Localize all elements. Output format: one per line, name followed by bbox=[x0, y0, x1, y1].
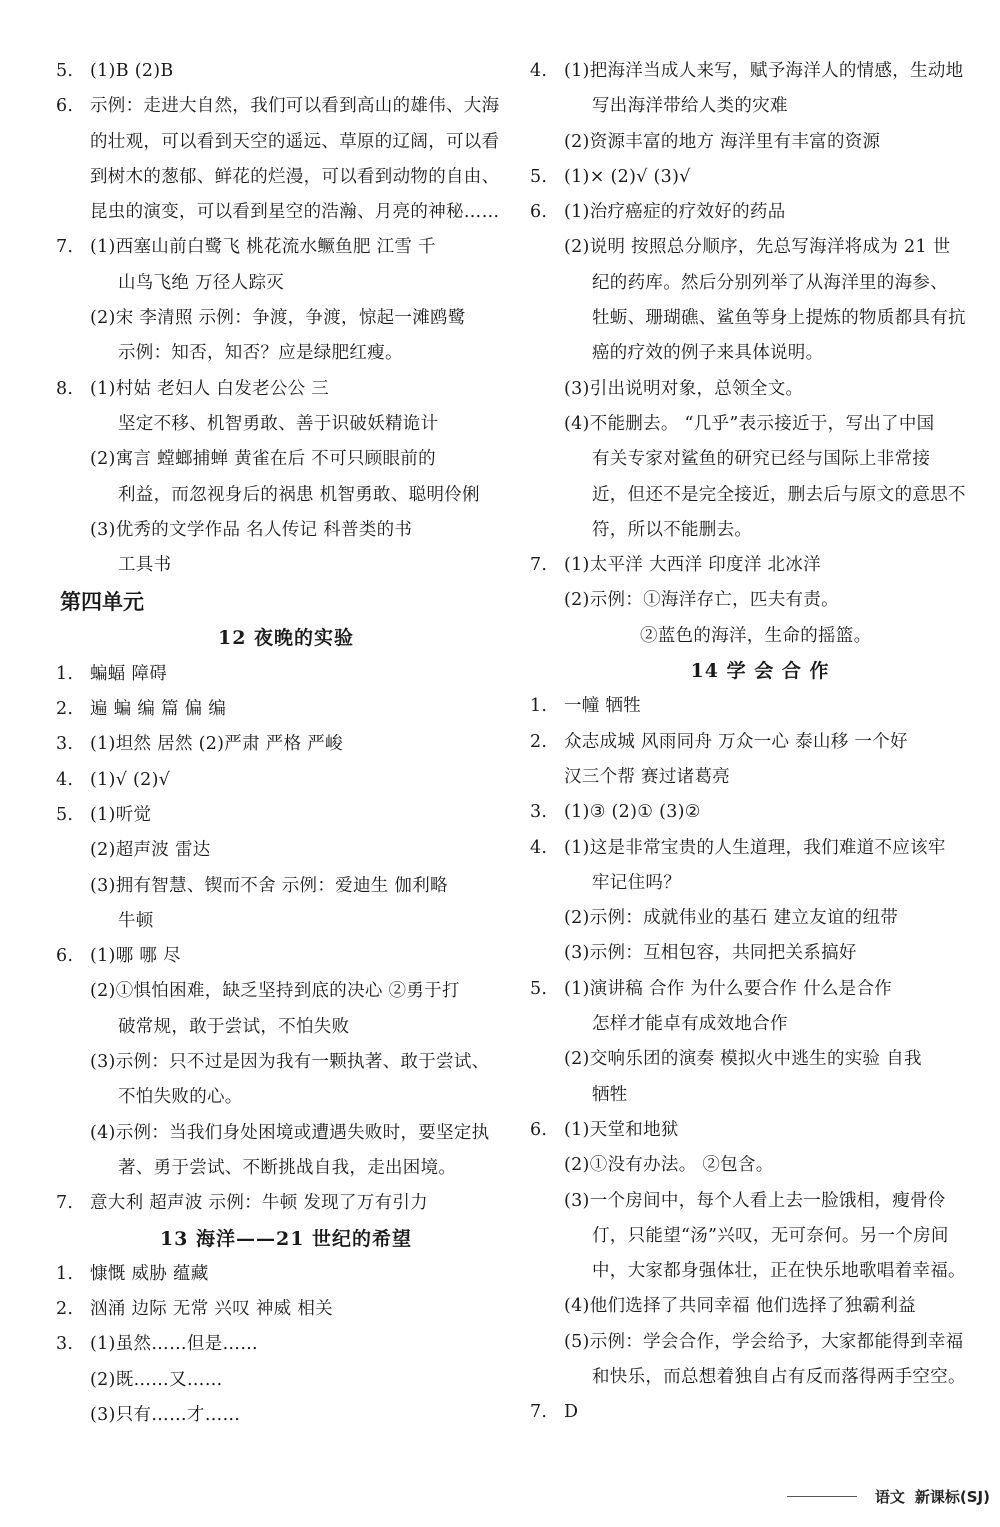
lesson-heading: 13 海洋——21 世纪的希望 bbox=[159, 1227, 413, 1250]
answer-text: (3)引出说明对象，总领全文。 bbox=[564, 378, 804, 399]
question-number: 7. bbox=[530, 555, 548, 576]
answer-text: 坚定不移、机智勇敢、善于识破妖精诡计 bbox=[118, 413, 439, 434]
answer-line bbox=[530, 901, 990, 936]
answer-line bbox=[56, 974, 516, 1009]
answer-line bbox=[56, 657, 516, 692]
question-number: 1. bbox=[530, 696, 548, 717]
question-number: 2. bbox=[56, 1299, 74, 1320]
answer-line bbox=[530, 1254, 990, 1289]
answer-text: 昆虫的演变，可以看到星空的浩瀚、月亮的神秘…… bbox=[90, 202, 500, 223]
answer-text: (2)资源丰富的地方 海洋里有丰富的资源 bbox=[564, 131, 881, 152]
answer-line bbox=[56, 1080, 516, 1115]
answer-line bbox=[530, 1113, 990, 1148]
answer-line bbox=[530, 725, 990, 760]
answer-text: (4)示例：当我们身处困境或遭遇失败时，要坚定执 bbox=[90, 1122, 490, 1143]
answer-text: 一幢 牺牲 bbox=[564, 696, 642, 717]
answer-line bbox=[530, 478, 990, 513]
answer-text: 慷慨 威胁 蕴藏 bbox=[90, 1263, 209, 1284]
answer-text: 不怕失败的心。 bbox=[118, 1087, 243, 1108]
question-number: 1. bbox=[56, 1263, 74, 1284]
answer-line bbox=[56, 1010, 516, 1045]
answer-line bbox=[56, 1398, 516, 1433]
question-number: 5. bbox=[56, 804, 74, 825]
answer-line bbox=[530, 583, 990, 618]
answer-line bbox=[56, 904, 516, 939]
answer-text: (4)不能删去。 “几乎”表示接近于，写出了中国 bbox=[564, 413, 935, 434]
answer-line bbox=[56, 513, 516, 548]
question-number: 1. bbox=[56, 663, 74, 684]
question-number: 6. bbox=[56, 96, 74, 117]
answer-line bbox=[530, 1184, 990, 1219]
answer-text: (1)西塞山前白鹭飞 桃花流水鳜鱼肥 江雪 千 bbox=[90, 237, 436, 258]
answer-line bbox=[530, 760, 990, 795]
answer-line bbox=[530, 266, 990, 301]
answer-text: (1)√ (2)√ bbox=[90, 769, 171, 790]
answer-text: 利益，而忽视身后的祸患 机智勇敢、聪明伶俐 bbox=[118, 484, 480, 505]
answer-text: 牛顿 bbox=[118, 910, 154, 931]
answer-line bbox=[56, 89, 516, 124]
answer-line bbox=[530, 125, 990, 160]
answer-line bbox=[56, 869, 516, 904]
answer-line bbox=[56, 336, 516, 371]
answer-text: (1)哪 哪 尽 bbox=[90, 946, 181, 967]
answer-line bbox=[530, 1007, 990, 1042]
answer-line bbox=[56, 939, 516, 974]
answer-line bbox=[530, 866, 990, 901]
answer-line bbox=[530, 795, 990, 830]
answer-line bbox=[530, 54, 990, 89]
answer-text: (3)一个房间中，每个人看上去一脸饿相，瘦骨伶 bbox=[564, 1190, 946, 1211]
answer-line bbox=[530, 619, 990, 654]
answer-text: (2)寓言 螳螂捕蝉 黄雀在后 不可只顾眼前的 bbox=[90, 449, 436, 470]
answer-text: (2)示例：①海洋存亡，匹夫有责。 bbox=[564, 590, 839, 611]
answer-line bbox=[530, 301, 990, 336]
answer-line bbox=[530, 160, 990, 195]
unit-heading: 第四单元 bbox=[60, 590, 144, 615]
answer-line bbox=[530, 972, 990, 1007]
answer-line bbox=[530, 1148, 990, 1183]
answer-text: (2)说明 按照总分顺序，先总写海洋将成为 21 世 bbox=[564, 237, 951, 258]
answer-line bbox=[56, 372, 516, 407]
question-number: 6. bbox=[56, 946, 74, 967]
left-column bbox=[56, 54, 516, 1433]
answer-text: 怎样才能卓有成效地合作 bbox=[592, 1014, 788, 1035]
answer-text: (3)只有……才…… bbox=[90, 1404, 241, 1425]
answer-text: (1)听觉 bbox=[90, 804, 152, 825]
answer-line bbox=[56, 727, 516, 762]
answer-text: 符，所以不能删去。 bbox=[592, 519, 753, 540]
answer-line bbox=[56, 478, 516, 513]
answer-text: 写出海洋带给人类的灾难 bbox=[592, 96, 788, 117]
answer-text: (1)演讲稿 合作 为什么要合作 什么是合作 bbox=[564, 978, 893, 999]
answer-text: (2)①惧怕困难，缺乏坚持到底的决心 ②勇于打 bbox=[90, 981, 460, 1002]
answer-line bbox=[56, 1363, 516, 1398]
answer-text: 牡蛎、珊瑚礁、鲨鱼等身上提炼的物质都具有抗 bbox=[592, 308, 966, 329]
answer-line bbox=[56, 407, 516, 442]
question-number: 5. bbox=[56, 61, 74, 81]
answer-line bbox=[56, 692, 516, 727]
answer-line bbox=[530, 442, 990, 477]
answer-text: (2)超声波 雷达 bbox=[90, 840, 211, 861]
question-number: 4. bbox=[530, 837, 548, 858]
question-number: 7. bbox=[56, 237, 74, 258]
answer-line bbox=[56, 230, 516, 265]
lesson-heading: 12 夜晚的实验 bbox=[217, 627, 355, 650]
answer-text: (1)太平洋 大西洋 印度洋 北冰洋 bbox=[564, 555, 821, 576]
answer-line bbox=[56, 798, 516, 833]
answer-text: (1)B (2)B bbox=[90, 61, 174, 81]
answer-text: 遍 蝙 编 篇 偏 编 bbox=[90, 699, 227, 720]
answer-line bbox=[530, 513, 990, 548]
question-number: 6. bbox=[530, 1119, 548, 1140]
answer-text: (4)他们选择了共同幸福 他们选择了独霸利益 bbox=[564, 1296, 916, 1317]
answer-text: 汹涌 边际 无常 兴叹 神威 相关 bbox=[90, 1299, 333, 1320]
right-column bbox=[530, 54, 990, 1431]
answer-line bbox=[56, 1257, 516, 1292]
answer-line bbox=[56, 125, 516, 160]
question-number: 7. bbox=[530, 1402, 548, 1423]
answer-line bbox=[530, 195, 990, 230]
answer-text: 到树木的葱郁、鲜花的烂漫，可以看到动物的自由、 bbox=[90, 166, 500, 187]
answer-line bbox=[56, 1045, 516, 1080]
answer-text: 蝙蝠 障碍 bbox=[90, 663, 168, 684]
question-number: 8. bbox=[56, 378, 74, 399]
answer-text: 癌的疗效的例子来具体说明。 bbox=[592, 343, 824, 364]
answer-text: (3)示例：只不过是因为我有一颗执著、敢于尝试、 bbox=[90, 1052, 490, 1073]
footer-subject: 语文 bbox=[874, 1488, 905, 1506]
answer-line bbox=[530, 548, 990, 583]
answer-text: (2)既……又…… bbox=[90, 1369, 223, 1390]
answer-line bbox=[56, 160, 516, 195]
answer-text: (3)拥有智慧、锲而不舍 示例：爱迪生 伽利略 bbox=[90, 875, 448, 896]
answer-text: D bbox=[564, 1402, 579, 1423]
answer-line bbox=[56, 763, 516, 798]
answer-text: 著、勇于尝试、不断挑战自我，走出困境。 bbox=[118, 1157, 457, 1178]
answer-text: 纪的药库。然后分别列举了从海洋里的海参、 bbox=[592, 272, 948, 293]
answer-text: 近，但还不是完全接近，删去后与原文的意思不 bbox=[592, 484, 966, 505]
answer-line bbox=[530, 336, 990, 371]
answer-line bbox=[530, 230, 990, 265]
answer-line bbox=[56, 442, 516, 477]
answer-text: 和快乐，而总想着独自占有反而落得两手空空。 bbox=[592, 1366, 966, 1387]
answer-line bbox=[530, 1289, 990, 1324]
answer-text: (5)示例：学会合作，学会给予，大家都能得到幸福 bbox=[564, 1331, 964, 1352]
answer-text: ②蓝色的海洋，生命的摇篮。 bbox=[640, 625, 872, 646]
answer-line bbox=[530, 1395, 990, 1430]
answer-text: 意大利 超声波 示例：牛顿 发现了万有引力 bbox=[90, 1193, 428, 1214]
answer-line bbox=[530, 689, 990, 724]
answer-line bbox=[530, 89, 990, 124]
answer-text: 牢记住吗？ bbox=[592, 872, 681, 893]
question-number: 3. bbox=[56, 734, 74, 755]
answer-text: 中，大家都身强体壮，正在快乐地歌唱着幸福。 bbox=[592, 1261, 966, 1282]
question-number: 4. bbox=[530, 61, 548, 81]
answer-line bbox=[56, 548, 516, 583]
answer-line bbox=[530, 831, 990, 866]
answer-text: (1)③ (2)① (3)② bbox=[564, 802, 701, 823]
answer-text: (1)天堂和地狱 bbox=[564, 1119, 679, 1140]
question-number: 6. bbox=[530, 202, 548, 223]
answer-text: 破常规，敢于尝试，不怕失败 bbox=[118, 1016, 350, 1037]
answer-text: (2)宋 李清照 示例：争渡，争渡，惊起一滩鸥鹭 bbox=[90, 308, 466, 329]
answer-line bbox=[56, 1327, 516, 1362]
answer-text: (1)把海洋当成人来写，赋予海洋人的情感，生动地 bbox=[564, 61, 964, 81]
answer-line bbox=[56, 195, 516, 230]
answer-line bbox=[530, 1042, 990, 1077]
answer-line bbox=[56, 54, 516, 89]
answer-text: 汉三个帮 赛过诸葛亮 bbox=[564, 766, 731, 787]
question-number: 2. bbox=[530, 731, 548, 752]
answer-line bbox=[56, 1292, 516, 1327]
answer-line bbox=[56, 266, 516, 301]
question-number: 2. bbox=[56, 699, 74, 720]
answer-line bbox=[530, 1219, 990, 1254]
answer-text: (1)这是非常宝贵的人生道理，我们难道不应该牢 bbox=[564, 837, 946, 858]
answer-text: 示例：知否，知否？应是绿肥红瘦。 bbox=[118, 343, 403, 364]
answer-text: (1)村姑 老妇人 白发老公公 三 bbox=[90, 378, 330, 399]
answer-line bbox=[530, 1078, 990, 1113]
question-number: 3. bbox=[56, 1334, 74, 1355]
answer-text: (1)× (2)√ (3)√ bbox=[564, 166, 691, 187]
answer-text: (2)交响乐团的演奏 模拟火中逃生的实验 自我 bbox=[564, 1049, 922, 1070]
question-number: 5. bbox=[530, 166, 548, 187]
answer-line bbox=[56, 301, 516, 336]
answer-text: (1)坦然 居然 (2)严肃 严格 严峻 bbox=[90, 734, 343, 755]
answer-text: (3)示例：互相包容，共同把关系搞好 bbox=[564, 943, 857, 964]
question-number: 5. bbox=[530, 978, 548, 999]
answer-line bbox=[530, 372, 990, 407]
answer-text: 众志成城 风雨同舟 万众一心 泰山移 一个好 bbox=[564, 731, 908, 752]
answer-text: (1)治疗癌症的疗效好的药品 bbox=[564, 202, 786, 223]
answer-text: 牺牲 bbox=[592, 1084, 628, 1105]
footer-rule bbox=[787, 1496, 857, 1497]
question-number: 7. bbox=[56, 1193, 74, 1214]
answer-text: 仃，只能望“汤”兴叹，无可奈何。另一个房间 bbox=[592, 1225, 949, 1246]
answer-text: 的壮观，可以看到天空的遥远、草原的辽阔，可以看 bbox=[90, 131, 500, 152]
question-number: 4. bbox=[56, 769, 74, 790]
lesson-heading: 14 学 会 合 作 bbox=[690, 660, 830, 683]
answer-line bbox=[530, 407, 990, 442]
footer-edition: 新课标(SJ) bbox=[914, 1488, 990, 1506]
answer-text: 有关专家对鲨鱼的研究已经与国际上非常接 bbox=[592, 449, 931, 470]
answer-text: (2)示例：成就伟业的基石 建立友谊的纽带 bbox=[564, 908, 899, 929]
answer-line bbox=[56, 1186, 516, 1221]
page-footer bbox=[787, 1486, 990, 1507]
answer-line bbox=[56, 833, 516, 868]
answer-text: (3)优秀的文学作品 名人传记 科普类的书 bbox=[90, 519, 413, 540]
answer-text: 山鸟飞绝 万径人踪灭 bbox=[118, 272, 285, 293]
answer-line bbox=[530, 936, 990, 971]
answer-text: (2)①没有办法。 ②包含。 bbox=[564, 1155, 774, 1176]
answer-line bbox=[530, 1360, 990, 1395]
answer-text: 工具书 bbox=[118, 555, 172, 576]
answer-line bbox=[56, 1151, 516, 1186]
question-number: 3. bbox=[530, 802, 548, 823]
answer-line bbox=[530, 1325, 990, 1360]
answer-text: (1)虽然……但是…… bbox=[90, 1334, 259, 1355]
answer-text: 示例：走进大自然，我们可以看到高山的雄伟、大海 bbox=[90, 96, 500, 117]
answer-line bbox=[56, 1116, 516, 1151]
